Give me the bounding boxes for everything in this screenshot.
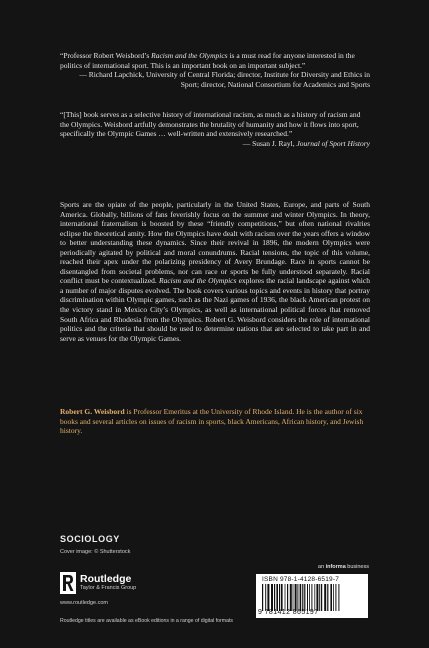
barcode-bar <box>311 584 312 611</box>
barcode-bar <box>287 584 288 611</box>
barcode-bar <box>279 584 280 611</box>
barcode-bar <box>338 584 339 611</box>
barcode-bar <box>271 584 273 611</box>
barcode-bar <box>304 584 305 611</box>
barcode-bar <box>300 584 302 611</box>
barcode-bar <box>262 584 263 611</box>
barcode-bar <box>314 584 315 611</box>
barcode-bar <box>307 584 308 611</box>
barcode-bar <box>290 584 292 611</box>
barcode-bar <box>316 584 318 611</box>
endorsement-lapchick <box>60 51 370 89</box>
barcode-bar <box>281 584 283 611</box>
author-name: Robert G. Weisbord <box>60 407 125 416</box>
barcode-bar <box>309 584 310 611</box>
subject-category: SOCIOLOGY <box>60 534 120 544</box>
barcode-bar <box>267 584 269 611</box>
barcode-bar <box>302 584 303 611</box>
barcode-bars <box>262 584 362 611</box>
barcode-bar <box>274 584 275 611</box>
publisher-group: Taylor & Francis Group <box>80 585 137 591</box>
isbn-number: ISBN 978-1-4128-6519-7 <box>262 576 340 583</box>
barcode-bar <box>265 584 266 611</box>
barcode-bar <box>319 584 320 611</box>
barcode-bar <box>297 584 298 611</box>
ebook-footer-note: Routledge titles are available as eBook editions in a range of digital formats <box>60 618 234 624</box>
informa-business-tag: an informa business <box>317 564 369 570</box>
barcode-bar <box>324 584 326 611</box>
barcode-digits: 9 781412 865197 <box>258 609 319 616</box>
barcode-bar <box>295 584 297 611</box>
endorsement-attribution: — Richard Lapchick, University of Central Florida; director, Institute for Diversity and Ethics in Sport; director, National Consortium for Academics and Sports <box>79 70 370 89</box>
barcode-bar <box>285 584 286 611</box>
book-description: Sports are the opiate of the people, particularly in the United States, Europe, and parts of South America. Globally, billions of fans feverishly focus on the summer and winter Olympics. In theory, international fraternalism is boosted by these “friendly competitions,” but often national rivalries eclipse the theoretical amity. How the Olympics have dealt with racism over the years offers a window to better understanding these dynamics. Since their revival in 1896, the modern Olympics were periodically agitated by political and moral conundrums. Racial tensions, the topic of this volume, reached their apex under the polarizing presidency of Avery Brundage. Race in sports cannot be disentangled from societal problems, nor can race or sports be fully understood separately. Racial conflict must be contextualized. Racism and the Olympics explores the racial landscape against which a number of major disputes evolved. The book covers various topics and events in history that portray discrimination within Olympic games, such as the Nazi games of 1936, the black American protest on the victory stand in Mexico City’s Olympics, as well as international political forces that removed South Africa and Rhodesia from the Olympics. Robert G. Weisbord considers the role of international politics and the criteria that should be used to determine nations that are selected to take part in and serve as venues for the Olympic Games. <box>60 200 370 343</box>
publisher-logo <box>60 572 180 596</box>
cover-credit: Cover image: © Shutterstock <box>60 549 131 555</box>
author-bio: Robert G. Weisbord is Professor Emeritus at the University of Rhode Island. He is the author of six books and several articles on issues of racism in sports, black Americans, African history, and Jewish history. <box>60 407 364 436</box>
endorsement-quote: “[This] book serves as a selective history of international racism, as much as a history of racism and the Olympics. Weisbord artfully demonstrates the brutality of humanity and how it flows into sport, specifically the Olympic Games … well-written and extensively researched.” <box>60 110 361 139</box>
barcode-bar <box>335 584 336 611</box>
publisher-url[interactable]: www.routledge.com <box>60 600 108 606</box>
endorsement-attribution: — Susan J. Rayl, Journal of Sport History <box>242 138 370 148</box>
barcode-bar <box>333 584 334 611</box>
barcode-bar <box>327 584 328 611</box>
barcode-bar <box>330 584 332 611</box>
endorsement-rayl <box>60 110 370 148</box>
publisher-name: Routledge <box>80 573 132 585</box>
isbn-barcode <box>256 574 368 618</box>
barcode-bar <box>293 584 294 611</box>
barcode-bar <box>321 584 322 611</box>
endorsement-quote: “Professor Robert Weisbord’s Racism and the Olympics is a must read for anyone interested in the politics of international sport. This is an important book on an important subject.” <box>60 51 355 70</box>
routledge-logo-icon <box>60 572 76 594</box>
barcode-bar <box>276 584 278 611</box>
